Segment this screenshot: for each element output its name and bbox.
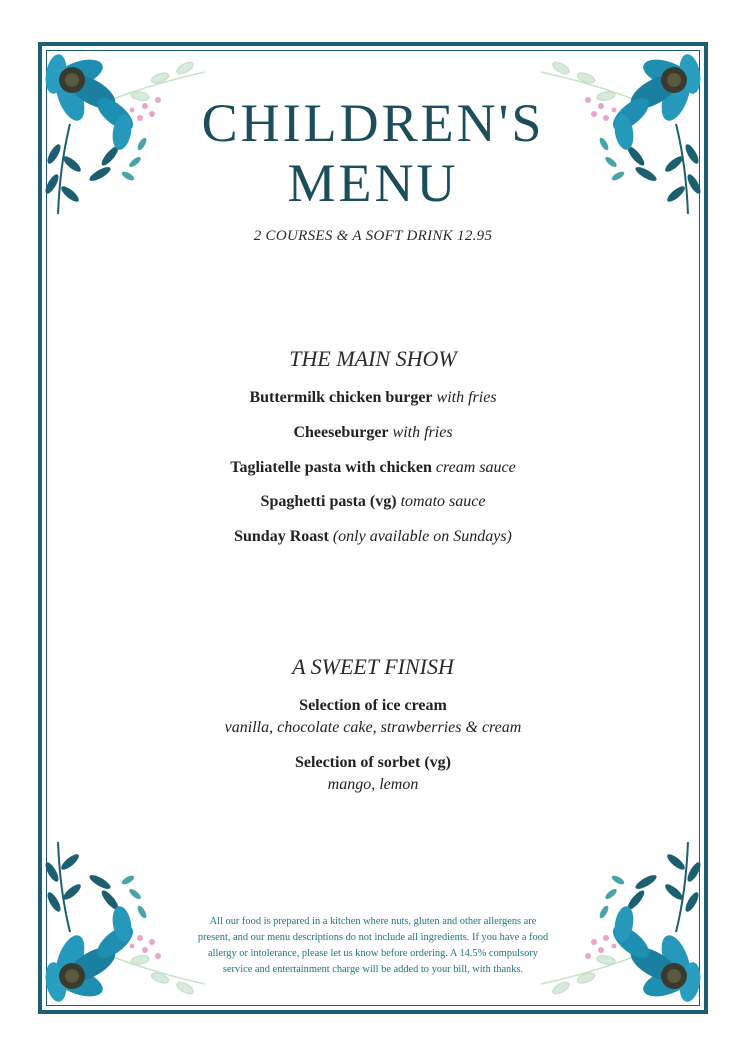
menu-item-detail: cream sauce (431, 459, 516, 476)
menu-item (0, 697, 746, 715)
menu-item-name: Tagliatelle pasta with chicken (230, 459, 432, 476)
allergen-notice-line: service and entertainment charge will be added to your bill, with thanks. (222, 964, 524, 975)
section-heading-dessert: A SWEET FINISH (292, 654, 454, 679)
section-heading-main: THE MAIN SHOW (289, 346, 457, 371)
menu-item-name: Sunday Roast (234, 528, 329, 545)
menu-item-name: Selection of ice cream (299, 697, 447, 714)
menu-item-name: Selection of sorbet (vg) (295, 754, 451, 771)
menu-item (0, 493, 746, 511)
menu-item (0, 424, 746, 442)
menu-item-detail: mango, lemon (327, 776, 419, 793)
menu-title-line1: CHILDREN'S (201, 93, 545, 153)
allergen-notice-line: All our food is prepared in a kitchen where nuts, gluten and other allergens are (209, 916, 537, 927)
menu-item-detail: tomato sauce (396, 493, 486, 510)
allergen-notice-line: present, and our menu descriptions do not include all ingredients. If you have a food (197, 932, 549, 943)
menu-item-name: Buttermilk chicken burger (249, 389, 433, 406)
menu-item-detail: vanilla, chocolate cake, strawberries & cream (224, 719, 522, 736)
menu-item-detail: with fries (388, 424, 453, 441)
menu-item-detail: with fries (432, 389, 497, 406)
menu-item (0, 754, 746, 772)
menu-title-line2: MENU (287, 153, 459, 213)
menu-item (0, 389, 746, 407)
menu-item-detail: (only available on Sundays) (328, 528, 512, 545)
menu-item-name: Spaghetti pasta (vg) (260, 493, 397, 510)
menu-item (0, 528, 746, 546)
menu-item-name: Cheeseburger (293, 424, 389, 441)
allergen-notice-line: allergy or intolerance, please let us know before ordering. A 14.5% compulsory (208, 948, 538, 959)
allergen-notice (173, 914, 573, 978)
menu-item (0, 459, 746, 477)
menu-subtitle-price: 2 COURSES & A SOFT DRINK 12.95 (253, 228, 493, 244)
